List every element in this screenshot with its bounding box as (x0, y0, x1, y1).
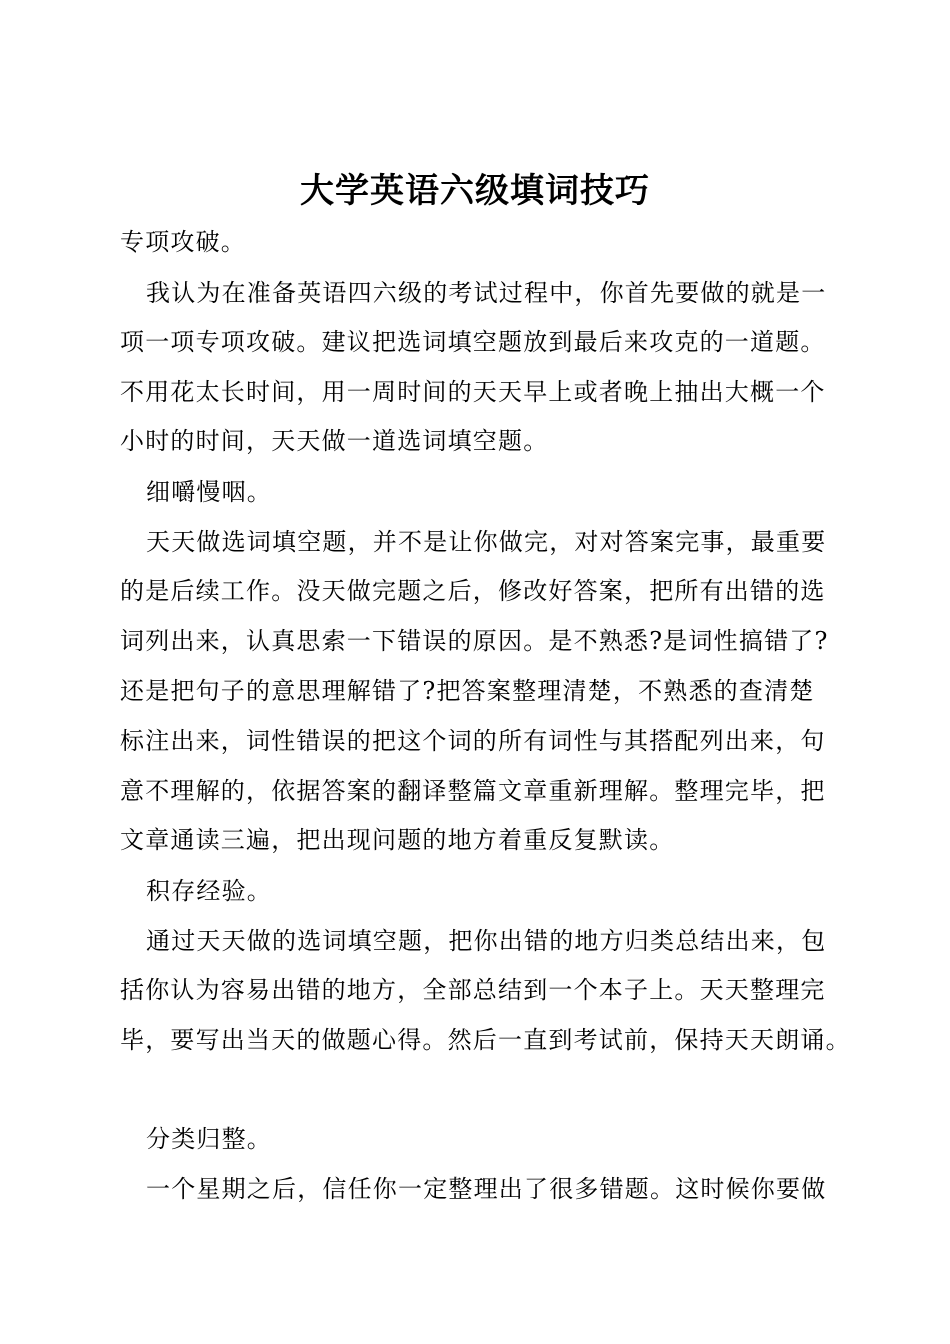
paragraph-line: 天天做选词填空题，并不是让你做完，对对答案完事，最重要 (146, 528, 827, 556)
paragraph-line: 括你认为容易出错的地方，全部总结到一个本子上。天天整理完 (120, 976, 826, 1004)
section-heading: 细嚼慢咽。 (146, 478, 272, 506)
paragraph-line: 一个星期之后，信任你一定整理出了很多错题。这时候你要做 (146, 1175, 827, 1203)
page-title: 大学英语六级填词技巧 (300, 170, 650, 211)
section-heading: 专项攻破。 (120, 228, 246, 256)
paragraph-line: 文章通读三遍，把出现问题的地方着重反复默读。 (120, 826, 675, 854)
paragraph-line: 毕，要写出当天的做题心得。然后一直到考试前，保持天天朗诵。 (120, 1026, 851, 1054)
paragraph-line: 通过天天做的选词填空题，把你出错的地方归类总结出来，包 (146, 927, 827, 955)
section-heading: 积存经验。 (146, 877, 272, 905)
paragraph-line: 词列出来，认真思索一下错误的原因。是不熟悉?是词性搞错了? (120, 627, 829, 655)
paragraph-line: 不用花太长时间，用一周时间的天天早上或者晚上抽出大概一个 (120, 378, 826, 406)
paragraph-line: 小时的时间，天天做一道选词填空题。 (120, 427, 549, 455)
paragraph-line: 的是后续工作。没天做完题之后，修改好答案，把所有出错的选 (120, 577, 826, 605)
paragraph-line: 标注出来，词性错误的把这个词的所有词性与其搭配列出来，句 (120, 727, 826, 755)
paragraph-line: 我认为在准备英语四六级的考试过程中，你首先要做的就是一 (146, 279, 827, 307)
paragraph-line: 意不理解的，依据答案的翻译整篇文章重新理解。整理完毕，把 (120, 777, 826, 805)
section-heading: 分类归整。 (146, 1125, 272, 1153)
paragraph-line: 还是把句子的意思理解错了?把答案整理清楚，不熟悉的查清楚 (120, 677, 815, 705)
paragraph-line: 项一项专项攻破。建议把选词填空题放到最后来攻克的一道题。 (120, 328, 826, 356)
